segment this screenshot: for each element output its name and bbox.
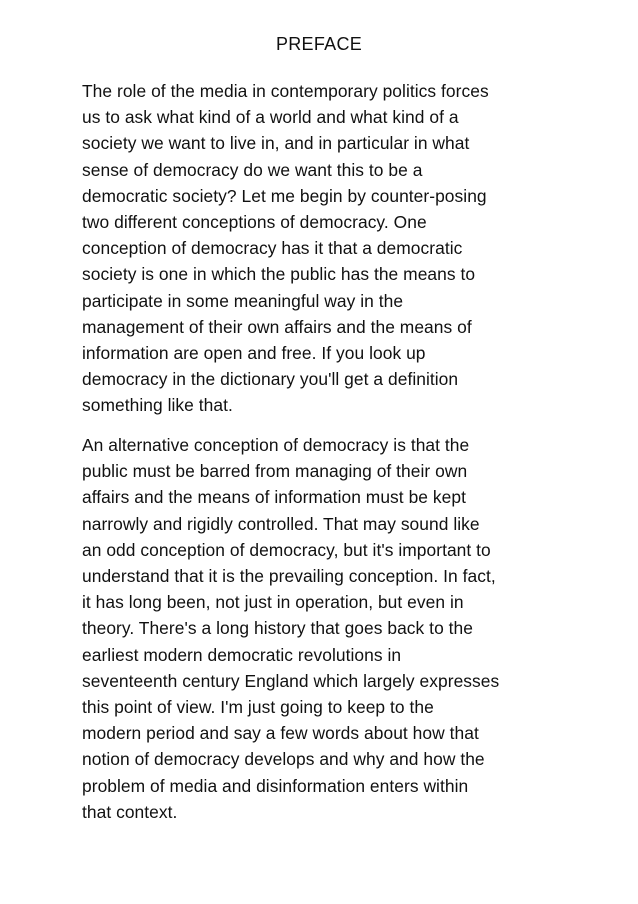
text-line: something like that. <box>82 395 233 416</box>
text-line: two different conceptions of democracy. One <box>82 212 427 233</box>
text-line: participate in some meaningful way in the <box>82 290 404 311</box>
text-line: conception of democracy has it that a democratic <box>82 238 463 259</box>
text-line: theory. There's a long history that goes back to the <box>82 618 473 639</box>
text-line: information are open and free. If you look up <box>82 343 426 364</box>
text-line: understand that it is the prevailing conception. In fact, <box>82 566 496 587</box>
text-line: this point of view. I'm just going to keep to the <box>82 697 434 718</box>
text-line: society we want to live in, and in particular in what <box>82 133 470 154</box>
paragraph-2 <box>82 432 499 825</box>
text-line: management of their own affairs and the means of <box>82 316 472 337</box>
text-line: earliest modern democratic revolutions in <box>82 644 402 665</box>
text-line: it has long been, not just in operation, but even in <box>82 592 464 613</box>
text-line: The role of the media in contemporary politics forces <box>82 81 489 101</box>
text-line: an odd conception of democracy, but it's important to <box>82 539 491 560</box>
text-line: public must be barred from managing of their own <box>82 461 468 482</box>
text-line: democratic society? Let me begin by counter-posing <box>82 185 487 206</box>
text-line: seventeenth century England which largely expresses <box>82 670 500 691</box>
page-title: PREFACE <box>275 34 363 54</box>
text-line: problem of media and disinformation enters within <box>82 775 469 796</box>
text-line: sense of democracy do we want this to be a <box>82 159 423 180</box>
text-line: us to ask what kind of a world and what kind of a <box>82 107 459 128</box>
text-line: modern period and say a few words about how that <box>82 723 479 744</box>
text-line: democracy in the dictionary you'll get a definition <box>82 369 459 390</box>
paragraph-1 <box>82 78 489 419</box>
text-line: narrowly and rigidly controlled. That may sound like <box>82 513 480 534</box>
text-line: An alternative conception of democracy is that the <box>82 435 470 455</box>
text-line: notion of democracy develops and why and how the <box>82 749 485 770</box>
text-line: society is one in which the public has the means to <box>82 264 476 285</box>
text-line: that context. <box>82 801 178 822</box>
text-line: affairs and the means of information must be kept <box>82 487 466 508</box>
